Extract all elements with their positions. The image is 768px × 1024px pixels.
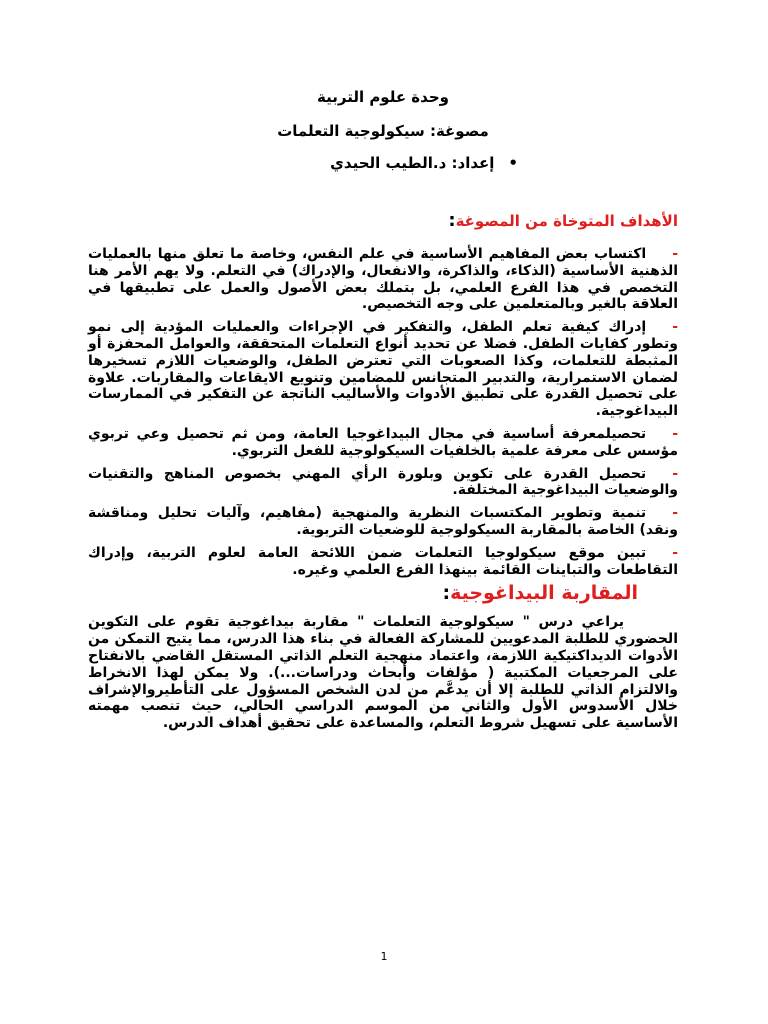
module-subtitle: مصوغة: سيكولوجية التعلمات	[277, 122, 489, 140]
goal-text: تحصيل القدرة على تكوين وبلورة الرأي المهني بخصوص المناهج والتقنيات والوضعيات البيداغوجية المختلفة.	[88, 465, 678, 499]
goal-text: تنمية وتطوير المكتسبات النظرية والمنهجية (مفاهيم، وآليات تحليل ومناقشة ونقد) الخاصة بالمقاربة السيكولوجية للوضعيات التربوية.	[88, 505, 678, 538]
dash-marker: -	[672, 505, 678, 522]
goals-heading-colon: :	[448, 210, 456, 231]
goal-text: اكتساب بعض المفاهيم الأساسية في علم النفس، وخاصة ما تعلق منها بالعمليات الذهنية الأساسية (الذكاء، والذاكرة، والانفعال، والإدراك) في التعلم. ولا يهم الأمر هنا التخصص في هذا الفرع العلمي، بل بتملك بعض الأصول والعمل على تطبيقها في العلاقة بالغير وبالمتعلمين على وجه التخصيص.	[88, 246, 678, 313]
approach-heading	[88, 580, 638, 606]
author-line	[88, 152, 678, 174]
approach-heading-text: المقاربة البيداغوجية	[450, 582, 638, 605]
dash-marker: -	[672, 246, 678, 262]
dash-marker: -	[672, 465, 678, 482]
approach-heading-colon: :	[442, 582, 451, 605]
goals-list	[88, 246, 678, 578]
author-name: إعداد: د.الطيب الحيدي	[330, 154, 495, 172]
goals-heading	[88, 210, 678, 232]
goals-heading-text: الأهداف المتوخاة من المصوغة	[455, 212, 678, 230]
goal-text: إدراك كيفية تعلم الطفل، والتفكير في الإجراءات والعمليات المؤدية إلى نمو وتطور كفايات الطفل. فضلا عن تحديد أنواع التعلمات المتحققة، والعوامل المحفزة أو المثبطة للتعلمات، وكذا الصعوبات التي تعترض الطفل، والوضعيات اللازم تسخيرها لضمان الاستمرارية، والتدبير المتجانس للمضامين وتنويع الايقاعات والمقاربات. علاوة على تحصيل القدرة على تطبيق الأدوات والأساليب الناتجة عن التفكير في الممارسات البيداغوجية.	[88, 319, 678, 420]
goal-text: تبين موقع سيكولوجيا التعلمات ضمن اللائحة العامة لعلوم التربية، وإدراك التقاطعات والتباينات القائمة بينهذا الفرع العلمي وغيره.	[88, 544, 678, 578]
goal-item	[88, 246, 678, 313]
page-number: 1	[380, 950, 388, 963]
bullet-icon: •	[508, 154, 518, 172]
unit-title: وحدة علوم التربية	[317, 88, 449, 106]
dash-marker: -	[672, 319, 678, 336]
goal-item	[88, 319, 678, 420]
goal-text: تحصيلمعرفة أساسية في مجال البيداغوجيا العامة، ومن ثم تحصيل وعي تربوي مؤسس على معرفة علمية بالخلفيات السيكولوجية للفعل التربوي.	[88, 425, 678, 459]
goal-item	[88, 426, 678, 460]
dash-marker: -	[672, 425, 678, 442]
approach-paragraph: يراعي درس " سيكولوجية التعلمات " مقاربة بيداغوجية تقوم على التكوين الحضوري للطلبة المدعويين للمشاركة الفعالة في بناء هذا الدرس، مما يتيح التمكن من الأدوات الديداكتيكية اللازمة، واعتماد منهجية التعلم الذاتي المستقل القاضي بالانفتاح على المرجعيات المكتبية ( مؤلفات وأبحاث ودراسات...). ولا يمكن لهذا الانخراط والالتزام الذاتي للطلبة إلا أن يدعَّم من لدن الشخص المسؤول على التأطيروالإشراف خلال الأسدوس الأول والثاني من الموسم الدراسي الحالي، حيث تنصب مهمته الأساسية على تسهيل شروط التعلم، والمساعدة على تحقيق أهداف الدرس.	[88, 614, 678, 732]
goal-item	[88, 466, 678, 500]
goal-item	[88, 505, 678, 539]
document-page	[88, 86, 678, 732]
goal-item	[88, 545, 678, 579]
dash-marker: -	[672, 544, 678, 561]
